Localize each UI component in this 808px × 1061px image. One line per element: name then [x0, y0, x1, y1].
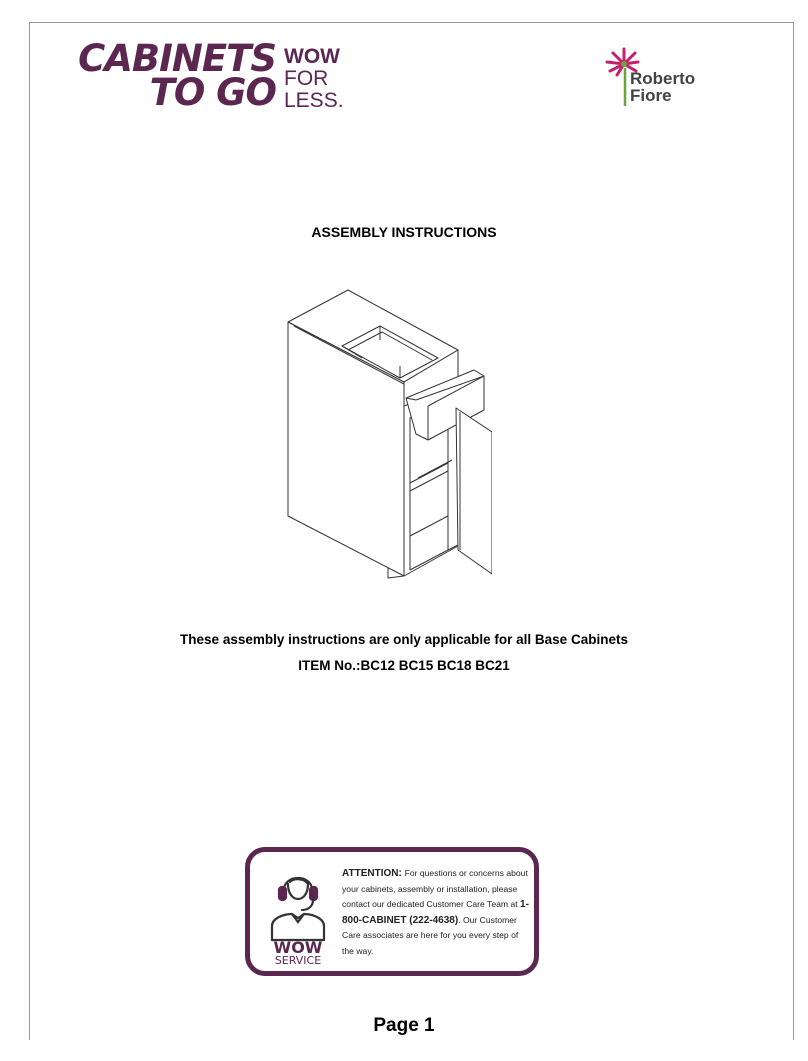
customer-care-phone: 1-800-CABINET (222-4638) — [342, 899, 529, 926]
base-cabinet-illustration — [282, 288, 492, 588]
page-number: Page 1 — [373, 1015, 435, 1036]
applicability-note: These assembly instructions are only applicable for all Base Cabinets — [180, 632, 628, 647]
attention-text-before: For questions or concerns about your cabinets, assembly or installation, please contact our dedicated Customer Care Team at — [342, 868, 528, 910]
attention-box — [245, 847, 539, 976]
customer-care-agent-icon — [264, 860, 332, 944]
ctg-logo-tagline: WOW FOR LESS. — [284, 45, 344, 112]
roberto-fiore-logo — [600, 44, 716, 114]
attention-text-after: . Our Customer Care associates are here for you every step of the way. — [342, 914, 519, 956]
attention-message — [342, 866, 532, 960]
rf-logo-wordmark: Roberto Fiore — [630, 69, 696, 105]
document-title: ASSEMBLY INSTRUCTIONS — [311, 224, 497, 240]
wow-service-badge: WOW SERVICE — [273, 938, 323, 967]
item-numbers: ITEM No.:BC12 BC15 BC18 BC21 — [298, 658, 510, 673]
ctg-logo-wordmark: CABINETS TO GO — [78, 37, 276, 114]
attention-label: ATTENTION: — [342, 868, 405, 879]
cabinets-to-go-logo — [66, 37, 356, 118]
